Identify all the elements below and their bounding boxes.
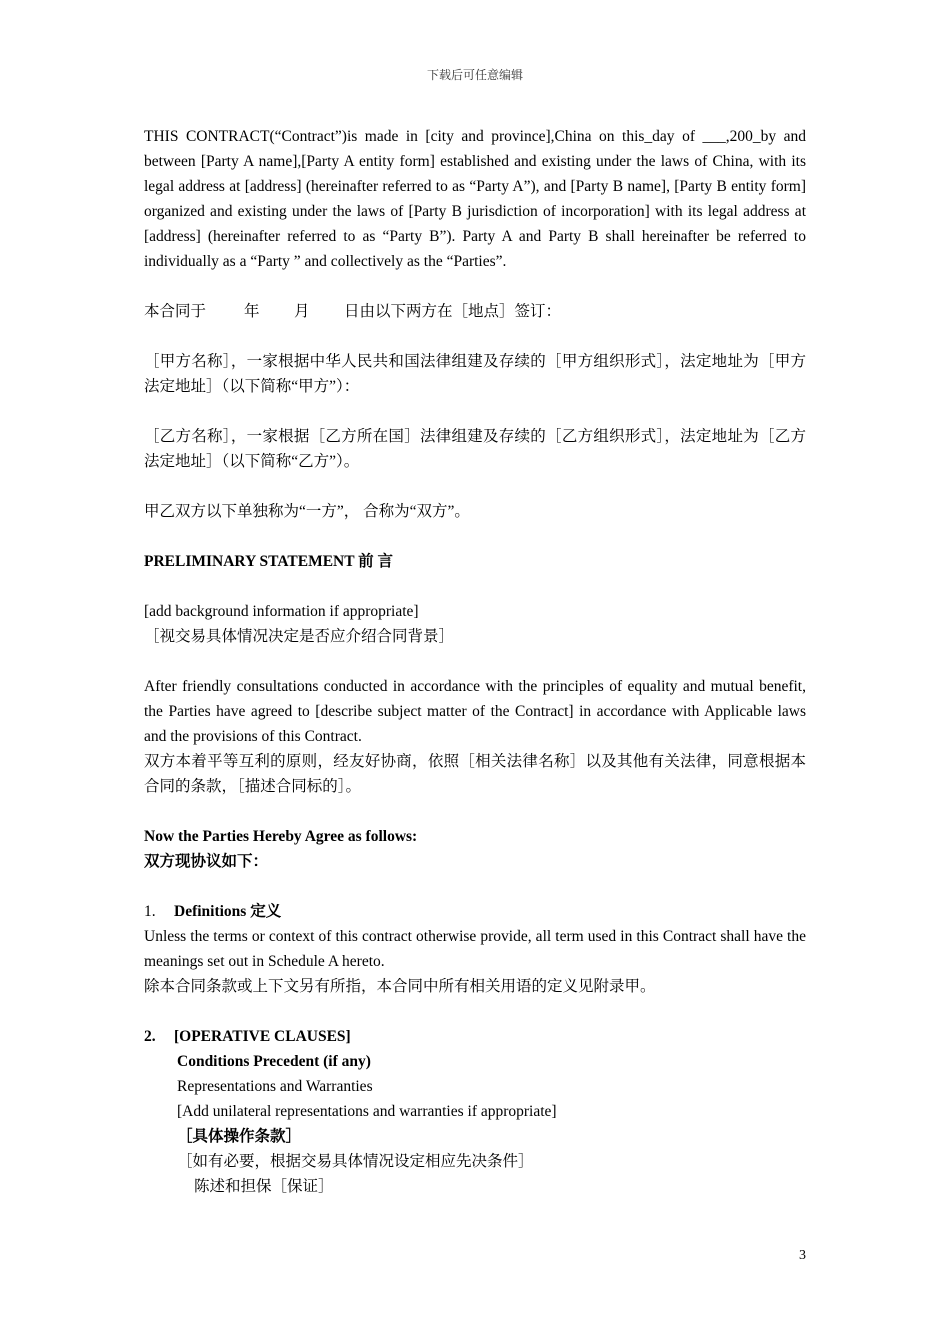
section-1-number: 1. [144, 903, 156, 920]
consultation-paragraph-en: After friendly consultations conducted in accordance with the principles of equality and mutual benefit, the Parties have agreed to [describe subject matter of the Contract] in accordance with Applicable laws and the provisions of this Contract. [144, 678, 806, 745]
parties-definition-cn: 甲乙双方以下单独称为“一方”， 合称为“双方”。 [144, 503, 470, 520]
background-note-cn: ［视交易具体情况决定是否应介绍合同背景］ [144, 628, 455, 645]
document-body [144, 124, 806, 1199]
section-2-number: 2. [144, 1028, 156, 1045]
section-1-heading [144, 899, 806, 924]
party-b-paragraph-cn: ［乙方名称］，一家根据［乙方所在国］法律组建及存续的［乙方组织形式］，法定地址为［乙方法定地址］（以下简称“乙方”）。 [144, 428, 806, 470]
date-prefix: 本合同于 [144, 303, 207, 320]
date-month: 月 [294, 303, 310, 320]
intro-paragraph-en: THIS CONTRACT(“Contract”)is made in [city and province],China on this_day of ___,200_by and between [Party A name],[Party A entity form] established and existing under the laws of China, with its legal address at [address] (hereinafter referred to as “Party A”), and [Party B name], [Party B entity form] organized and existing under the laws of [Party B jurisdiction of incorporation] with its legal address at [address] (hereinafter referred to as “Party B”). Party A and Party B shall hereinafter be referred to individually as a “Party ” and collectively as the “Parties”. [144, 128, 806, 270]
section-2-representations: Representations and Warranties [177, 1078, 373, 1095]
agreement-heading-cn: 双方现协议如下： [144, 853, 269, 870]
intro-date-line-cn [144, 299, 806, 324]
section-2-heading [144, 1024, 806, 1049]
page-header: 下载后可任意编辑 [426, 68, 523, 82]
date-suffix: 日由以下两方在［地点］签订： [344, 303, 562, 320]
section-2-conditions: Conditions Precedent (if any) [177, 1053, 371, 1070]
section-2-operative-cn: ［具体操作条款］ [177, 1128, 302, 1145]
section-1-title: Definitions 定义 [174, 903, 282, 920]
agreement-heading-en: Now the Parties Hereby Agree as follows: [144, 828, 418, 845]
section-2-conditions-cn: ［如有必要，根据交易具体情况设定相应先决条件］ [177, 1153, 534, 1170]
preliminary-heading: PRELIMINARY STATEMENT 前 言 [144, 553, 394, 570]
section-2-representations-cn: 陈述和担保［保证］ [194, 1178, 334, 1195]
section-2-title: [OPERATIVE CLAUSES] [174, 1028, 351, 1045]
section-1-body-cn: 除本合同条款或上下文另有所指，本合同中所有相关用语的定义见附录甲。 [144, 978, 656, 995]
section-2-add-note: [Add unilateral representations and warranties if appropriate] [177, 1103, 557, 1120]
background-note-en: [add background information if appropriate] [144, 603, 419, 620]
date-year: 年 [244, 303, 260, 320]
consultation-paragraph-cn: 双方本着平等互利的原则，经友好协商，依照［相关法律名称］以及其他有关法律，同意根据本合同的条款，［描述合同标的］。 [144, 753, 806, 795]
party-a-paragraph-cn: ［甲方名称］，一家根据中华人民共和国法律组建及存续的［甲方组织形式］，法定地址为［甲方法定地址］（以下简称“甲方”）： [144, 353, 806, 395]
section-1-body-en: Unless the terms or context of this contract otherwise provide, all term used in this Contract shall have the meanings set out in Schedule A hereto. [144, 928, 806, 970]
page-number: 3 [799, 1248, 806, 1263]
